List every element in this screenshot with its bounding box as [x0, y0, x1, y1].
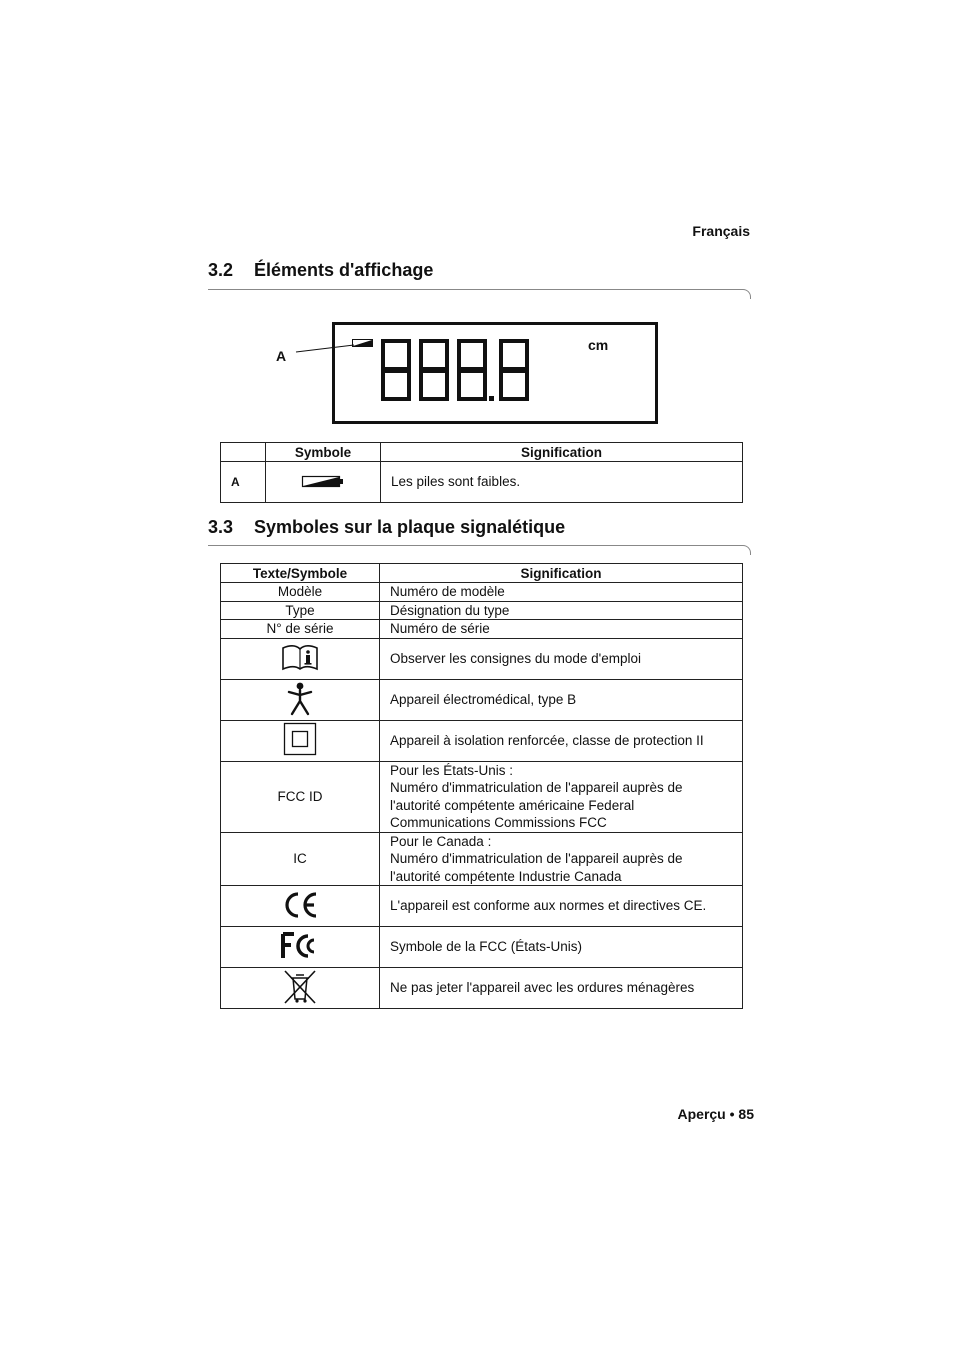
lcd-unit: cm: [588, 337, 609, 353]
class-ii-insulation-icon: [283, 722, 317, 756]
table-row: [221, 620, 743, 639]
section-title: Éléments d'affichage: [254, 260, 434, 280]
row-text: Modèle: [221, 583, 380, 602]
section-heading-3-2: [208, 260, 433, 281]
row-meaning: [380, 761, 743, 832]
row-meaning: L'appareil est conforme aux normes et directives CE.: [380, 886, 743, 927]
table-row: [221, 462, 743, 503]
section-title: Symboles sur la plaque signalétique: [254, 517, 566, 537]
row-meaning: Appareil électromédical, type B: [380, 679, 743, 720]
table-row: [221, 638, 743, 679]
meaning-line: Pour les États-Unis :: [390, 762, 514, 778]
row-text: Type: [221, 601, 380, 620]
section-rule: [208, 289, 742, 290]
type-b-applied-part-icon: [285, 680, 315, 716]
fcc-logo-icon: [280, 931, 320, 961]
row-meaning: Numéro de modèle: [380, 583, 743, 602]
table-header-key: [221, 443, 266, 462]
section-rule: [208, 545, 742, 546]
table-row: [221, 720, 743, 761]
language-label: Français: [692, 223, 750, 239]
callout-label: A: [276, 348, 287, 364]
section-number: 3.2: [208, 260, 234, 280]
meaning-line: Numéro d'immatriculation de l'appareil auprès de: [390, 780, 683, 795]
table-header-meaning: Signification: [381, 443, 743, 462]
row-meaning: Numéro de série: [380, 620, 743, 639]
lcd-battery-icon: [352, 338, 376, 348]
low-battery-icon: [301, 473, 345, 489]
row-text: IC: [221, 832, 380, 886]
meaning-line: l'autorité compétente américaine Federal: [390, 797, 635, 813]
table-row: [221, 583, 743, 602]
lcd-digits: [378, 336, 538, 408]
table-header-symbol: Texte/Symbole: [221, 564, 380, 583]
meaning-line: l'autorité compétente Industrie Canada: [390, 868, 622, 884]
meaning-line: Numéro d'immatriculation de l'appareil auprès de: [390, 851, 683, 866]
section-rule-corner: [742, 545, 751, 555]
meaning-line: Pour le Canada :: [390, 833, 492, 849]
table-row: [221, 968, 743, 1009]
table-row: [221, 601, 743, 620]
row-meaning: Appareil à isolation renforcée, classe de protection II: [380, 720, 743, 761]
table-row: [221, 761, 743, 832]
row-text: N° de série: [221, 620, 380, 639]
section-rule-corner: [742, 289, 751, 299]
row-key: A: [221, 462, 266, 503]
row-meaning: Ne pas jeter l'appareil avec les ordures ménagères: [380, 968, 743, 1009]
meaning-line: Communications Commissions FCC: [390, 815, 607, 830]
table-header-meaning: Signification: [380, 564, 743, 583]
display-elements-table: [220, 442, 743, 503]
row-meaning: Les piles sont faibles.: [381, 462, 743, 503]
row-meaning: Symbole de la FCC (États-Unis): [380, 927, 743, 968]
row-meaning: [380, 832, 743, 886]
table-row: [221, 832, 743, 886]
ce-mark-icon: [280, 890, 320, 920]
section-heading-3-3: [208, 517, 565, 538]
table-row: [221, 886, 743, 927]
section-number: 3.3: [208, 517, 234, 537]
page-footer: Aperçu • 85: [677, 1106, 754, 1122]
row-text: FCC ID: [221, 761, 380, 832]
instructions-manual-icon: [280, 642, 320, 672]
table-header-symbol: Symbole: [266, 443, 381, 462]
row-meaning: Observer les consignes du mode d'emploi: [380, 638, 743, 679]
weee-crossed-bin-icon: [282, 969, 318, 1005]
row-symbol: [266, 462, 381, 503]
table-row: [221, 927, 743, 968]
rating-plate-table: [220, 563, 743, 1009]
row-meaning: Désignation du type: [380, 601, 743, 620]
table-row: [221, 679, 743, 720]
